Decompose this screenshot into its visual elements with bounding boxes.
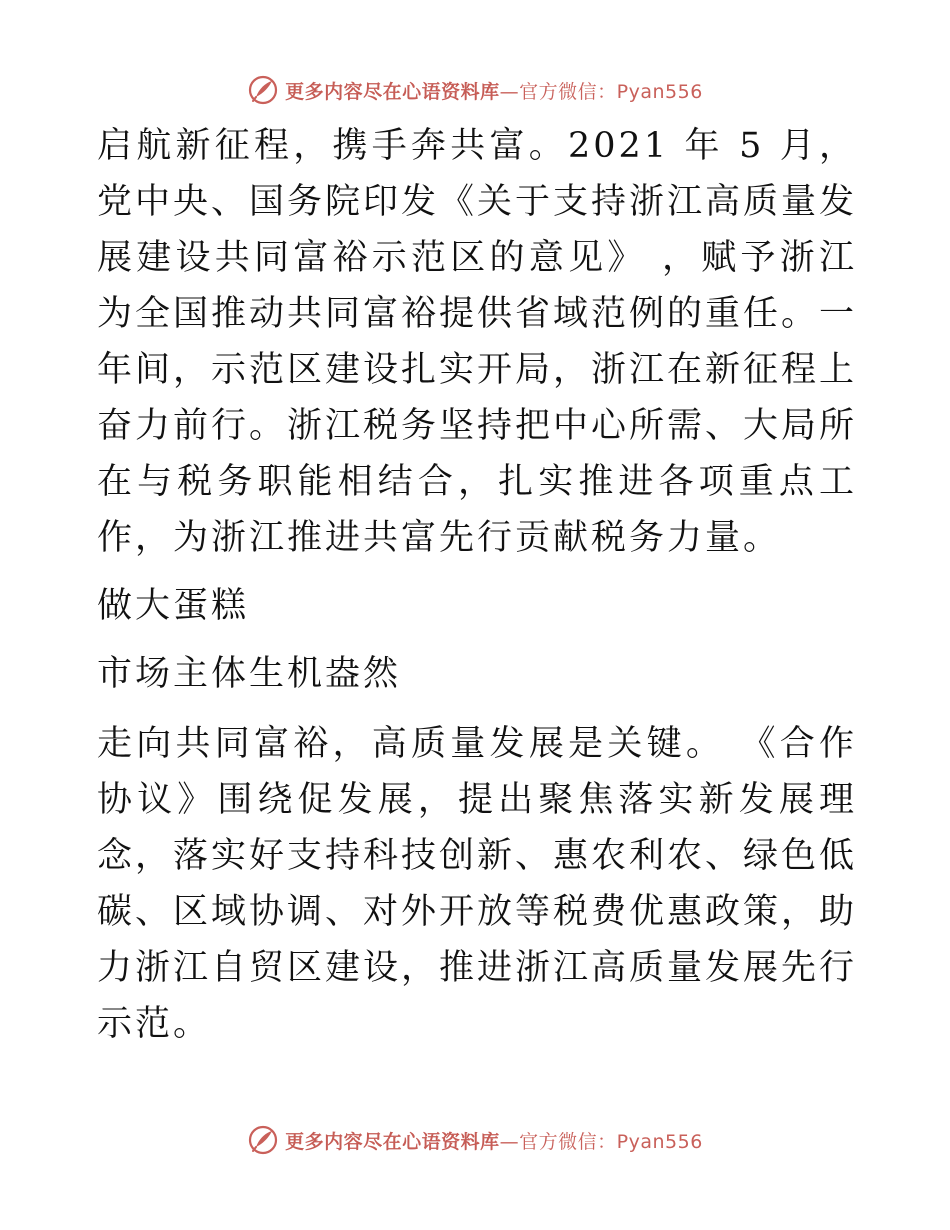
watermark-dash: —	[499, 1130, 520, 1153]
paragraph-development: 走向共同富裕，高质量发展是关键。 《合作协议》围绕促发展，提出聚焦落实新发展理念，落实好支持科技创新、惠农利农、绿色低碳、区域协调、对外开放等税费优惠政策，助力浙江自贸区建设，推进浙江高质量发展先行示范。	[97, 724, 858, 1044]
section-heading-1: 做大蛋糕	[97, 586, 250, 626]
watermark-text	[285, 77, 703, 104]
paragraph-intro: 启航新征程，携手奔共富。2021 年 5 月，党中央、国务院印发《关于支持浙江高质量发展建设共同富裕示范区的意见》 ，赋予浙江为全国推动共同富裕提供省域范例的重任。一年间，示范区建设扎实开局，浙江在新征程上奋力前行。浙江税务坚持把中心所需、大局所在与税务职能相结合，扎实推进各项重点工作，为浙江推进共富先行贡献税务力量。	[97, 126, 858, 558]
watermark-dash: —	[499, 80, 520, 103]
watermark-text	[285, 1127, 703, 1154]
header-watermark	[0, 70, 950, 110]
feather-logo-icon	[247, 74, 279, 106]
watermark-contact: 官方微信：Pyan556	[519, 80, 703, 103]
watermark-brand: 更多内容尽在心语资料库	[285, 1130, 500, 1153]
watermark-brand: 更多内容尽在心语资料库	[285, 80, 500, 103]
feather-logo-icon	[247, 1124, 279, 1156]
footer-watermark	[0, 1120, 950, 1160]
section-heading-2: 市场主体生机盎然	[97, 654, 402, 694]
watermark-contact: 官方微信：Pyan556	[519, 1130, 703, 1153]
body-text	[97, 118, 857, 1052]
